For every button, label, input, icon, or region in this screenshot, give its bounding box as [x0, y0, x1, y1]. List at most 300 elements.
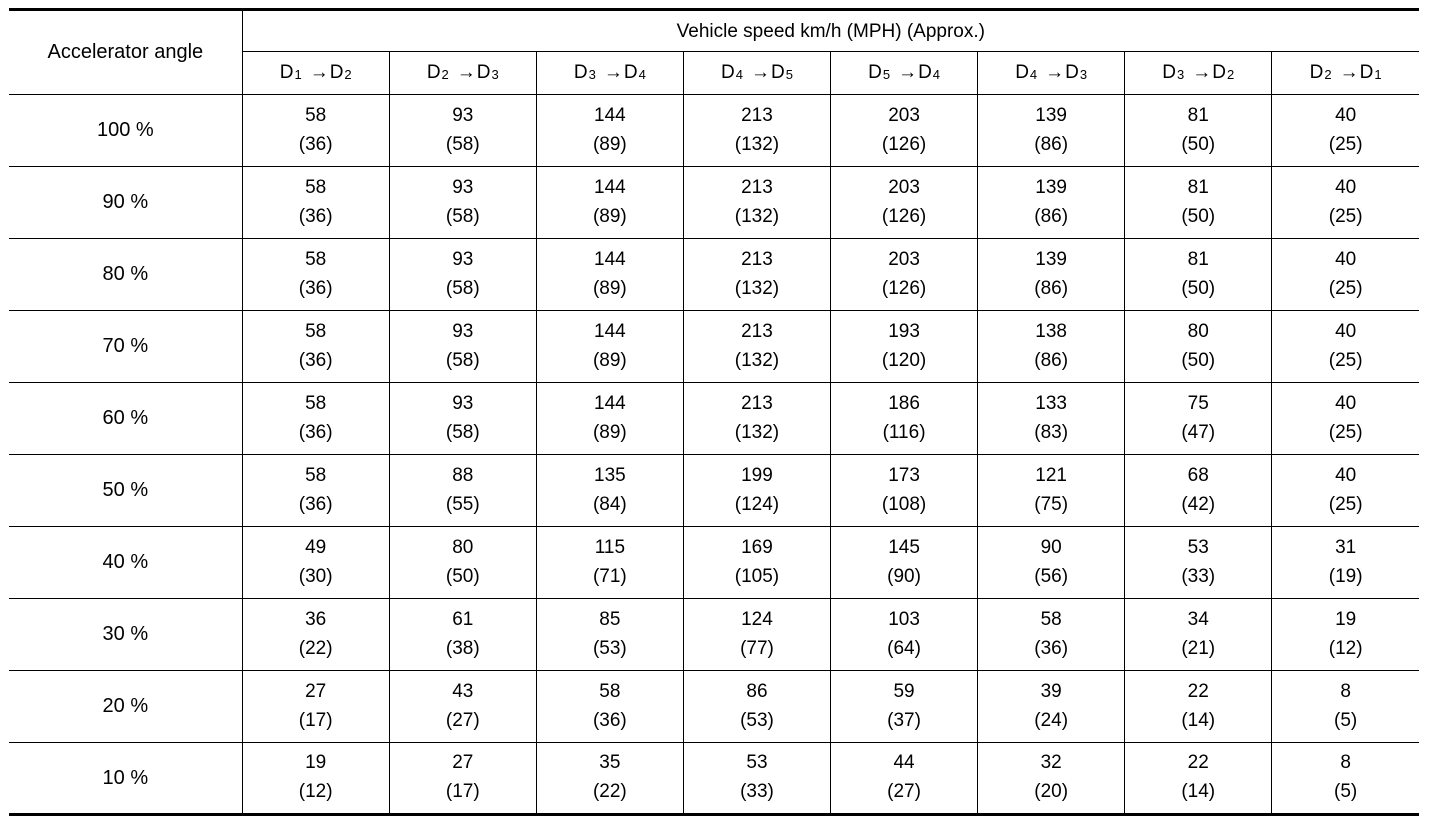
gear-to-number: 2	[1226, 67, 1235, 82]
speed-cell	[1272, 599, 1419, 671]
speed-cell	[389, 95, 536, 167]
speed-kmh: 58	[305, 320, 327, 342]
arrow-icon: →	[1339, 62, 1359, 83]
speed-kmh: 213	[741, 248, 773, 270]
speed-kmh: 186	[888, 392, 920, 414]
table-row	[9, 599, 1419, 671]
speed-kmh: 53	[746, 752, 768, 773]
speed-kmh: 88	[452, 464, 474, 486]
speed-mph: (84)	[592, 493, 627, 515]
table-row	[9, 95, 1419, 167]
speed-cell	[1125, 95, 1272, 167]
transition-label	[574, 62, 646, 83]
speed-mph: (50)	[1181, 349, 1216, 371]
speed-cell	[242, 455, 389, 527]
speed-mph: (116)	[882, 421, 926, 443]
speed-mph: (89)	[592, 205, 627, 227]
speed-kmh: 193	[888, 320, 920, 342]
accelerator-angle-cell: 30 %	[9, 599, 242, 671]
speed-cell	[1125, 743, 1272, 815]
arrow-icon: →	[603, 62, 623, 83]
speed-mph: (124)	[734, 493, 780, 515]
gear-from-number: 4	[735, 67, 743, 82]
speed-mph: (55)	[445, 493, 480, 515]
speed-kmh: 93	[452, 104, 474, 126]
transition-header-2-to-1	[1272, 52, 1419, 95]
accelerator-angle-cell: 100 %	[9, 95, 242, 167]
speed-cell	[389, 455, 536, 527]
speed-cell	[1272, 455, 1419, 527]
arrow-icon: →	[1045, 62, 1065, 83]
speed-cell	[831, 455, 978, 527]
speed-mph: (36)	[298, 277, 333, 299]
speed-cell	[389, 599, 536, 671]
speed-kmh: 169	[741, 536, 773, 558]
speed-kmh: 144	[594, 176, 626, 198]
speed-mph: (86)	[1034, 277, 1069, 299]
arrow-icon: →	[898, 62, 918, 83]
speed-kmh: 58	[305, 248, 327, 270]
speed-cell	[536, 743, 683, 815]
speed-cell	[242, 671, 389, 743]
speed-mph: (50)	[1181, 133, 1216, 155]
speed-kmh: 8	[1340, 752, 1351, 773]
speed-cell	[389, 383, 536, 455]
table-body	[9, 95, 1419, 815]
speed-cell	[1272, 527, 1419, 599]
speed-kmh: 115	[594, 536, 626, 558]
speed-cell	[978, 599, 1125, 671]
speed-kmh: 27	[452, 752, 474, 773]
gear-to-number: 3	[1079, 67, 1088, 82]
speed-cell	[978, 95, 1125, 167]
speed-kmh: 19	[1335, 608, 1357, 630]
table-row	[9, 167, 1419, 239]
speed-mph: (33)	[740, 781, 774, 802]
speed-mph: (30)	[298, 565, 333, 587]
speed-cell	[536, 599, 683, 671]
speed-cell	[389, 239, 536, 311]
transition-header-1-to-2	[242, 52, 389, 95]
speed-cell	[1272, 167, 1419, 239]
speed-mph: (25)	[1328, 205, 1363, 227]
speed-cell	[978, 743, 1125, 815]
speed-cell	[683, 455, 830, 527]
speed-cell	[242, 167, 389, 239]
transition-label	[280, 62, 352, 83]
speed-cell	[242, 311, 389, 383]
speed-kmh: 203	[888, 104, 920, 126]
speed-mph: (132)	[734, 349, 780, 371]
speed-mph: (24)	[1034, 709, 1069, 731]
speed-kmh: 40	[1335, 104, 1357, 126]
speed-kmh: 213	[741, 176, 773, 198]
speed-cell	[536, 95, 683, 167]
speed-cell	[1125, 599, 1272, 671]
speed-mph: (86)	[1034, 205, 1069, 227]
speed-cell	[389, 743, 536, 815]
speed-mph: (47)	[1181, 421, 1216, 443]
speed-cell	[683, 239, 830, 311]
speed-kmh: 81	[1187, 104, 1209, 126]
speed-cell	[978, 455, 1125, 527]
speed-mph: (22)	[298, 637, 333, 659]
speed-mph: (53)	[740, 709, 774, 731]
vehicle-speed-header: Vehicle speed km/h (MPH) (Approx.)	[242, 10, 1419, 52]
speed-cell	[536, 383, 683, 455]
speed-mph: (50)	[1181, 205, 1216, 227]
speed-mph: (36)	[298, 205, 333, 227]
gear-to: D	[329, 62, 344, 83]
speed-kmh: 68	[1187, 464, 1209, 486]
table-row	[9, 455, 1419, 527]
speed-kmh: 213	[741, 104, 773, 126]
speed-kmh: 144	[594, 104, 626, 126]
speed-cell	[1125, 671, 1272, 743]
table-row	[9, 383, 1419, 455]
gear-from-number: 2	[441, 67, 449, 82]
speed-mph: (25)	[1328, 493, 1363, 515]
gear-to: D	[476, 62, 491, 83]
accelerator-angle-cell: 50 %	[9, 455, 242, 527]
accelerator-angle-cell: 40 %	[9, 527, 242, 599]
speed-kmh: 31	[1335, 536, 1357, 558]
speed-mph: (53)	[592, 637, 627, 659]
speed-mph: (58)	[445, 349, 480, 371]
speed-kmh: 40	[1335, 392, 1357, 414]
speed-mph: (19)	[1328, 565, 1363, 587]
speed-mph: (108)	[881, 493, 927, 515]
table-row	[9, 239, 1419, 311]
speed-cell	[831, 167, 978, 239]
speed-kmh: 61	[452, 608, 474, 630]
speed-cell	[1272, 95, 1419, 167]
table-row	[9, 527, 1419, 599]
speed-mph: (50)	[1181, 277, 1216, 299]
speed-mph: (126)	[881, 133, 927, 155]
speed-cell	[536, 239, 683, 311]
table-row	[9, 743, 1419, 815]
speed-mph: (36)	[1034, 637, 1069, 659]
speed-kmh: 32	[1040, 752, 1062, 773]
speed-cell	[1125, 455, 1272, 527]
speed-kmh: 213	[741, 320, 773, 342]
speed-kmh: 203	[888, 176, 920, 198]
transition-label	[1015, 62, 1087, 83]
speed-mph: (36)	[298, 493, 333, 515]
speed-kmh: 133	[1035, 392, 1067, 414]
speed-cell	[536, 671, 683, 743]
transition-header-4-to-3	[978, 52, 1125, 95]
accelerator-angle-header: Accelerator angle	[47, 41, 204, 63]
accelerator-angle-cell: 60 %	[9, 383, 242, 455]
gear-from-number: 2	[1324, 67, 1332, 82]
gear-from-number: 1	[294, 67, 302, 82]
speed-cell	[1272, 311, 1419, 383]
speed-kmh: 93	[452, 176, 474, 198]
transition-header-4-to-5	[683, 52, 830, 95]
speed-cell	[683, 95, 830, 167]
speed-kmh: 86	[746, 680, 768, 702]
speed-cell	[978, 311, 1125, 383]
gear-to: D	[1065, 62, 1079, 83]
speed-kmh: 44	[893, 752, 915, 773]
gear-to: D	[770, 62, 785, 83]
transition-header-5-to-4	[831, 52, 978, 95]
accelerator-angle-cell: 20 %	[9, 671, 242, 743]
speed-cell	[831, 311, 978, 383]
arrow-icon: →	[456, 62, 476, 83]
speed-kmh: 121	[1035, 464, 1067, 486]
speed-cell	[978, 383, 1125, 455]
speed-mph: (89)	[592, 133, 627, 155]
speed-mph: (132)	[734, 133, 780, 155]
speed-kmh: 80	[1187, 320, 1209, 342]
speed-cell	[683, 167, 830, 239]
speed-cell	[978, 239, 1125, 311]
speed-kmh: 34	[1187, 608, 1209, 630]
gear-from: D	[721, 62, 735, 83]
speed-mph: (83)	[1034, 421, 1069, 443]
speed-kmh: 58	[599, 680, 621, 702]
speed-mph: (50)	[445, 565, 480, 587]
transition-header-2-to-3	[389, 52, 536, 95]
speed-cell	[242, 743, 389, 815]
speed-kmh: 58	[305, 464, 327, 486]
gear-to-number: 4	[932, 67, 941, 82]
speed-kmh: 93	[452, 320, 474, 342]
speed-kmh: 90	[1040, 536, 1062, 558]
speed-kmh: 40	[1335, 176, 1357, 198]
speed-kmh: 199	[741, 464, 773, 486]
speed-mph: (14)	[1181, 781, 1216, 802]
speed-kmh: 58	[305, 104, 327, 126]
gear-from: D	[573, 62, 588, 83]
speed-mph: (37)	[887, 709, 921, 731]
speed-mph: (120)	[881, 349, 927, 371]
speed-kmh: 22	[1187, 752, 1209, 773]
speed-cell	[1125, 167, 1272, 239]
speed-kmh: 203	[888, 248, 920, 270]
speed-mph: (132)	[734, 277, 780, 299]
table-row	[9, 311, 1419, 383]
speed-kmh: 58	[305, 392, 327, 414]
speed-cell	[683, 671, 830, 743]
speed-mph: (25)	[1328, 277, 1363, 299]
gear-to-number: 5	[785, 67, 793, 82]
gear-to-number: 2	[344, 67, 352, 82]
speed-cell	[242, 239, 389, 311]
speed-mph: (14)	[1181, 709, 1216, 731]
speed-kmh: 93	[452, 248, 474, 270]
table-row	[9, 671, 1419, 743]
speed-cell	[1125, 383, 1272, 455]
speed-kmh: 81	[1187, 248, 1209, 270]
gear-from-number: 5	[882, 67, 891, 82]
speed-cell	[978, 527, 1125, 599]
speed-kmh: 35	[599, 752, 621, 773]
gear-from: D	[426, 62, 441, 83]
speed-kmh: 144	[594, 392, 626, 414]
speed-mph: (27)	[887, 781, 921, 802]
transition-label	[868, 62, 940, 83]
speed-mph: (12)	[1328, 637, 1363, 659]
speed-kmh: 40	[1335, 248, 1357, 270]
speed-mph: (58)	[445, 205, 480, 227]
speed-mph: (75)	[1034, 493, 1069, 515]
header-row-group	[9, 10, 1419, 52]
arrow-icon: →	[750, 62, 770, 83]
arrow-icon: →	[1192, 62, 1212, 83]
speed-kmh: 80	[452, 536, 474, 558]
speed-cell	[1272, 239, 1419, 311]
speed-cell	[831, 95, 978, 167]
speed-mph: (90)	[887, 565, 921, 587]
speed-mph: (77)	[740, 637, 774, 659]
speed-mph: (86)	[1034, 133, 1069, 155]
accelerator-angle-cell: 10 %	[9, 743, 242, 815]
speed-mph: (22)	[592, 781, 627, 802]
speed-mph: (25)	[1328, 133, 1363, 155]
speed-kmh: 124	[741, 608, 773, 630]
accelerator-angle-cell: 90 %	[9, 167, 242, 239]
speed-kmh: 75	[1187, 392, 1209, 414]
speed-kmh: 145	[888, 536, 920, 558]
speed-cell	[683, 743, 830, 815]
speed-cell	[831, 383, 978, 455]
speed-kmh: 139	[1035, 176, 1067, 198]
gear-to-number: 1	[1374, 67, 1382, 82]
speed-mph: (17)	[445, 781, 480, 802]
shift-speed-table	[9, 8, 1419, 816]
speed-mph: (89)	[592, 349, 627, 371]
speed-kmh: 103	[888, 608, 920, 630]
speed-cell	[831, 743, 978, 815]
speed-cell	[242, 383, 389, 455]
speed-mph: (5)	[1334, 781, 1358, 802]
speed-cell	[242, 95, 389, 167]
speed-cell	[1125, 311, 1272, 383]
speed-kmh: 43	[452, 680, 474, 702]
gear-from-number: 3	[1177, 67, 1185, 82]
speed-kmh: 58	[305, 176, 327, 198]
speed-kmh: 27	[305, 680, 327, 702]
speed-cell	[1272, 671, 1419, 743]
speed-kmh: 81	[1187, 176, 1209, 198]
accelerator-angle-cell: 80 %	[9, 239, 242, 311]
gear-from: D	[868, 62, 882, 83]
transition-header-3-to-4	[536, 52, 683, 95]
speed-mph: (126)	[881, 205, 927, 227]
gear-to: D	[623, 62, 638, 83]
speed-kmh: 39	[1040, 680, 1062, 702]
speed-mph: (20)	[1034, 781, 1069, 802]
speed-mph: (132)	[734, 205, 780, 227]
transition-label	[1310, 62, 1382, 83]
speed-cell	[389, 527, 536, 599]
speed-kmh: 59	[893, 680, 915, 702]
speed-mph: (27)	[445, 709, 480, 731]
speed-kmh: 144	[594, 320, 626, 342]
speed-mph: (58)	[445, 421, 480, 443]
speed-cell	[242, 527, 389, 599]
transition-label	[721, 62, 793, 83]
speed-cell	[242, 599, 389, 671]
speed-mph: (38)	[445, 637, 480, 659]
speed-cell	[978, 671, 1125, 743]
speed-cell	[831, 671, 978, 743]
speed-cell	[831, 239, 978, 311]
speed-cell	[683, 527, 830, 599]
gear-from: D	[1015, 62, 1029, 83]
speed-mph: (36)	[592, 709, 627, 731]
speed-mph: (12)	[298, 781, 333, 802]
transition-label	[1162, 62, 1234, 83]
speed-kmh: 85	[599, 608, 621, 630]
speed-mph: (56)	[1034, 565, 1069, 587]
speed-mph: (58)	[445, 277, 480, 299]
speed-kmh: 58	[1040, 608, 1062, 630]
speed-kmh: 49	[305, 536, 327, 558]
speed-kmh: 22	[1187, 680, 1209, 702]
speed-cell	[1272, 383, 1419, 455]
speed-mph: (71)	[592, 565, 627, 587]
transition-header-3-to-2	[1125, 52, 1272, 95]
speed-mph: (89)	[592, 277, 627, 299]
speed-mph: (33)	[1181, 565, 1216, 587]
gear-from: D	[279, 62, 294, 83]
speed-cell	[831, 527, 978, 599]
speed-cell	[536, 455, 683, 527]
gear-to-number: 3	[491, 67, 499, 82]
speed-cell	[389, 671, 536, 743]
speed-mph: (89)	[592, 421, 627, 443]
speed-mph: (36)	[298, 133, 333, 155]
speed-cell	[536, 311, 683, 383]
speed-cell	[1125, 239, 1272, 311]
gear-to: D	[918, 62, 932, 83]
speed-mph: (17)	[298, 709, 333, 731]
speed-cell	[831, 599, 978, 671]
speed-kmh: 173	[888, 464, 920, 486]
speed-mph: (105)	[734, 565, 780, 587]
speed-mph: (58)	[445, 133, 480, 155]
speed-kmh: 36	[305, 608, 327, 630]
gear-to: D	[1359, 62, 1374, 83]
speed-mph: (86)	[1034, 349, 1069, 371]
gear-from-number: 3	[588, 67, 596, 82]
speed-kmh: 40	[1335, 320, 1357, 342]
speed-cell	[683, 383, 830, 455]
speed-mph: (126)	[881, 277, 927, 299]
speed-mph: (5)	[1334, 709, 1358, 731]
gear-to: D	[1212, 62, 1226, 83]
speed-kmh: 144	[594, 248, 626, 270]
speed-cell	[536, 167, 683, 239]
speed-mph: (132)	[734, 421, 780, 443]
speed-kmh: 139	[1035, 104, 1067, 126]
speed-cell	[978, 167, 1125, 239]
arrow-icon: →	[309, 62, 329, 83]
accelerator-angle-cell: 70 %	[9, 311, 242, 383]
speed-cell	[1125, 527, 1272, 599]
speed-mph: (42)	[1181, 493, 1216, 515]
speed-kmh: 93	[452, 392, 474, 414]
speed-kmh: 8	[1340, 680, 1351, 702]
speed-mph: (64)	[887, 637, 921, 659]
speed-kmh: 139	[1035, 248, 1067, 270]
gear-from-number: 4	[1029, 67, 1038, 82]
